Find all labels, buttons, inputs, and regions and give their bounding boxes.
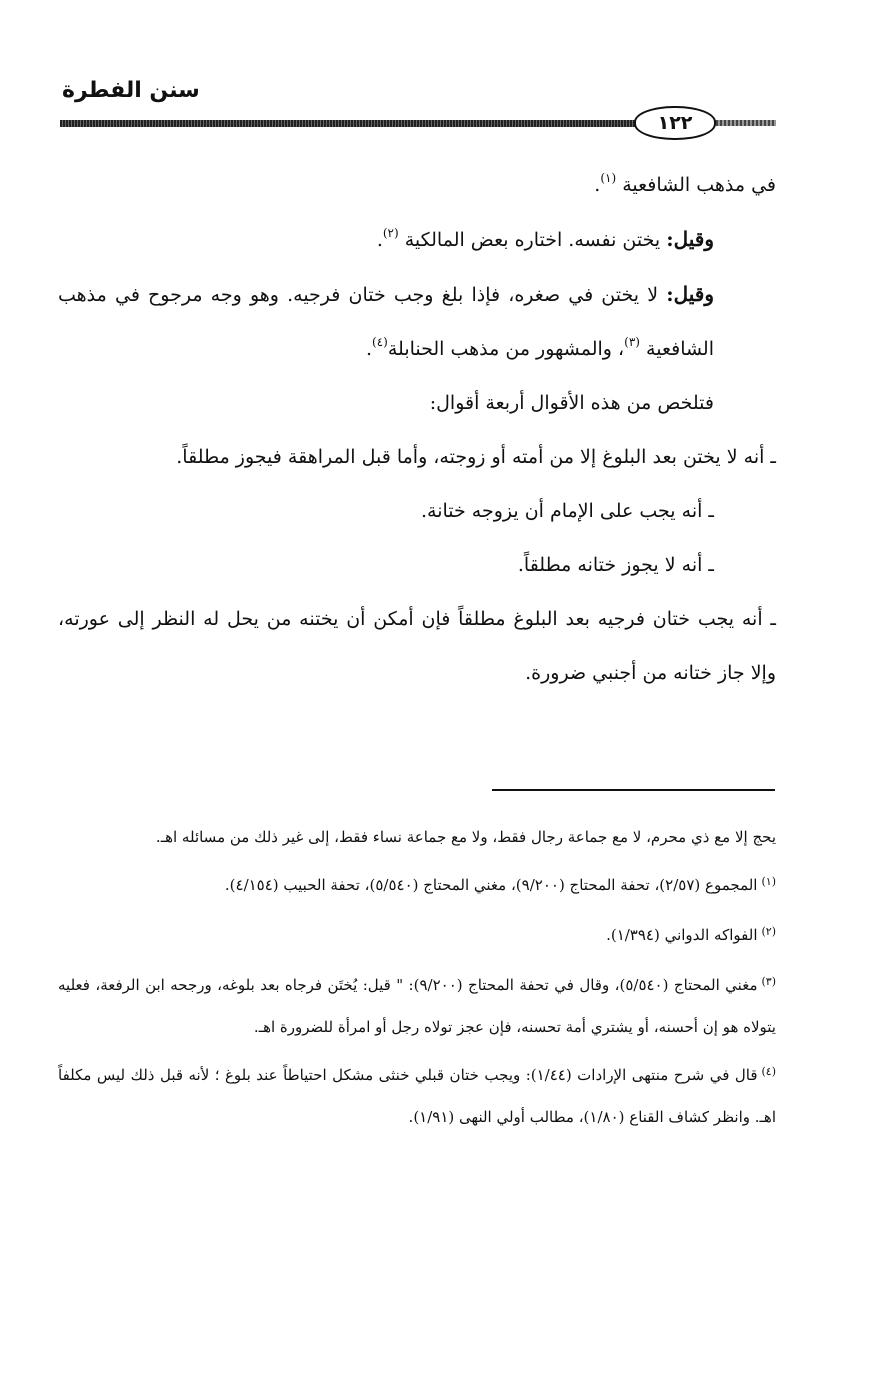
paragraph-3 [58,267,776,376]
footnote-separator [492,789,775,791]
footnote-ref-3: (٣) [624,334,640,349]
footnote-4-text: قال في شرح منتهى الإرادات (١/٤٤): ويجب ختان قبلي خنثى مشكل احتياطاً عند بلوغ ؛ لأنه قبل ذلك ليس مكلفاً اهـ. وانظر كشاف القناع (١/٨٠)، مطالب أولي النهى (١/٩١). [58,1066,776,1126]
p3-text-a: لا يختن في صغره، فإذا بلغ وجب ختان فرجيه. وهو وجه مرجوح في مذهب الشافعية [58,284,714,360]
paragraph-2 [58,212,776,267]
paragraph-4: فتلخص من هذه الأقوال أربعة أقوال: [429,392,714,414]
bullet-4: ـ أنه يجب ختان فرجيه بعد البلوغ مطلقاً فإن أمكن أن يختنه من يحل له النظر إلى عورته، وإلا جاز ختانه من أجنبي ضرورة. [58,608,776,684]
footnote-2-text: الفواكه الدواني (١/٣٩٤). [606,926,758,944]
footnote-1 [58,865,776,907]
footnote-1-text: المجموع (٢/٥٧)، تحفة المحتاج (٩/٢٠٠)، مغني المحتاج (٥/٥٤٠)، تحفة الحبيب (٤/١٥٤). [224,876,758,894]
main-text [58,158,776,700]
footnote-continuation: يحج إلا مع ذي محرم، لا مع جماعة رجال فقط، ولا مع جماعة نساء فقط، إلى غير ذلك من مسائله اهـ. [155,828,776,846]
p2-label: وقيل: [666,227,714,251]
p3-label: وقيل: [666,282,714,306]
header-rule [60,120,650,127]
footnote-ref-1: (١) [600,170,617,185]
footnote-1-number: (١) [761,875,776,888]
footnote-3-number: (٣) [761,975,776,988]
p1-end: . [594,174,601,196]
footnote-4 [58,1055,776,1137]
bullet-1: ـ أنه لا يختن بعد البلوغ إلا من أمته أو زوجته، وأما قبل المراهقة فيجوز مطلقاً. [176,446,776,468]
p2-end: . [376,229,383,251]
bullet-2: ـ أنه يجب على الإمام أن يزوجه ختانة. [420,500,714,522]
bullet-3: ـ أنه لا يجوز ختانه مطلقاً. [517,554,714,576]
footnote-3 [58,965,776,1047]
footnote-4-number: (٤) [761,1065,777,1078]
page-number: ١٢٢ [634,106,716,140]
footnotes [58,817,776,1145]
paragraph-1 [58,158,776,212]
footnote-2 [58,915,776,957]
p2-text: يختن نفسه. اختاره بعض المالكية [398,229,667,251]
running-title: سنن الفطرة [62,78,200,103]
p3-text-b: ، والمشهور من مذهب الحنابلة [387,338,625,360]
p1-text: في مذهب الشافعية [616,174,776,196]
footnote-ref-2: (٢) [382,225,399,240]
p3-end: . [365,338,373,360]
footnote-ref-4: (٤) [372,334,388,349]
footnote-2-number: (٢) [761,925,776,938]
footnote-3-text: مغني المحتاج (٥/٥٤٠)، وقال في تحفة المحتاج (٩/٢٠٠): " قيل: يُختَن فرجاه بعد بلوغه، ورجحه ابن الرفعة، فعليه يتولاه هو إن أحسنه، أو يشتري أمة تحسنه، فإن عجز تولاه رجل أو امرأة للضرورة اهـ. [58,976,776,1036]
